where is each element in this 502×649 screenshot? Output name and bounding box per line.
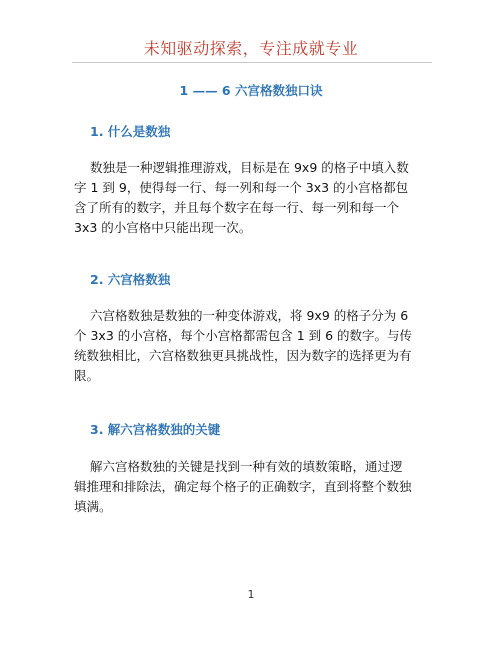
section-paragraph-what-is-sudoku: [74, 158, 436, 238]
paragraph-line: 数独是一种逻辑推理游戏，目标是在 9x9 的格子中填入数: [90, 160, 409, 175]
paragraph-line: 含了所有的数字，并且每个数字在每一行、每一列和每一个: [74, 200, 400, 215]
section-heading-solving-key: 3. 解六宫格数独的关键: [90, 422, 221, 437]
section-heading-what-is-sudoku: 1. 什么是数独: [90, 124, 171, 139]
page-number: 1: [247, 588, 255, 601]
paragraph-line: 统数独相比，六宫格数独更具挑战性，因为数字的选择更为有: [74, 348, 412, 363]
section-paragraph-solving-key: [74, 457, 436, 517]
paragraph-line: 解六宫格数独的关键是找到一种有效的填数策略，通过逻: [90, 459, 403, 474]
paragraph-line: 填满。: [74, 499, 112, 514]
paragraph-line: 六宫格数独是数独的一种变体游戏，将 9x9 的格子分为 6: [90, 308, 409, 323]
paragraph-line: 3x3 的小宫格中只能出现一次。: [74, 220, 252, 235]
paragraph-line: 字 1 到 9，使得每一行、每一列和每一个 3x3 的小宫格都包: [74, 180, 409, 195]
paragraph-line: 辑推理和排除法，确定每个格子的正确数字，直到将整个数独: [74, 479, 412, 494]
document-title: 1 —— 6 六宫格数独口诀: [179, 83, 323, 98]
paragraph-line: 个 3x3 的小宫格，每个小宫格都需包含 1 到 6 的数字。与传: [74, 328, 413, 343]
header-divider: [72, 62, 432, 63]
section-paragraph-six-grid-sudoku: [74, 306, 436, 386]
page-header: 未知驱动探索，专注成就专业: [143, 39, 359, 58]
paragraph-line: 限。: [74, 368, 100, 383]
section-heading-six-grid-sudoku: 2. 六宫格数独: [90, 272, 171, 287]
